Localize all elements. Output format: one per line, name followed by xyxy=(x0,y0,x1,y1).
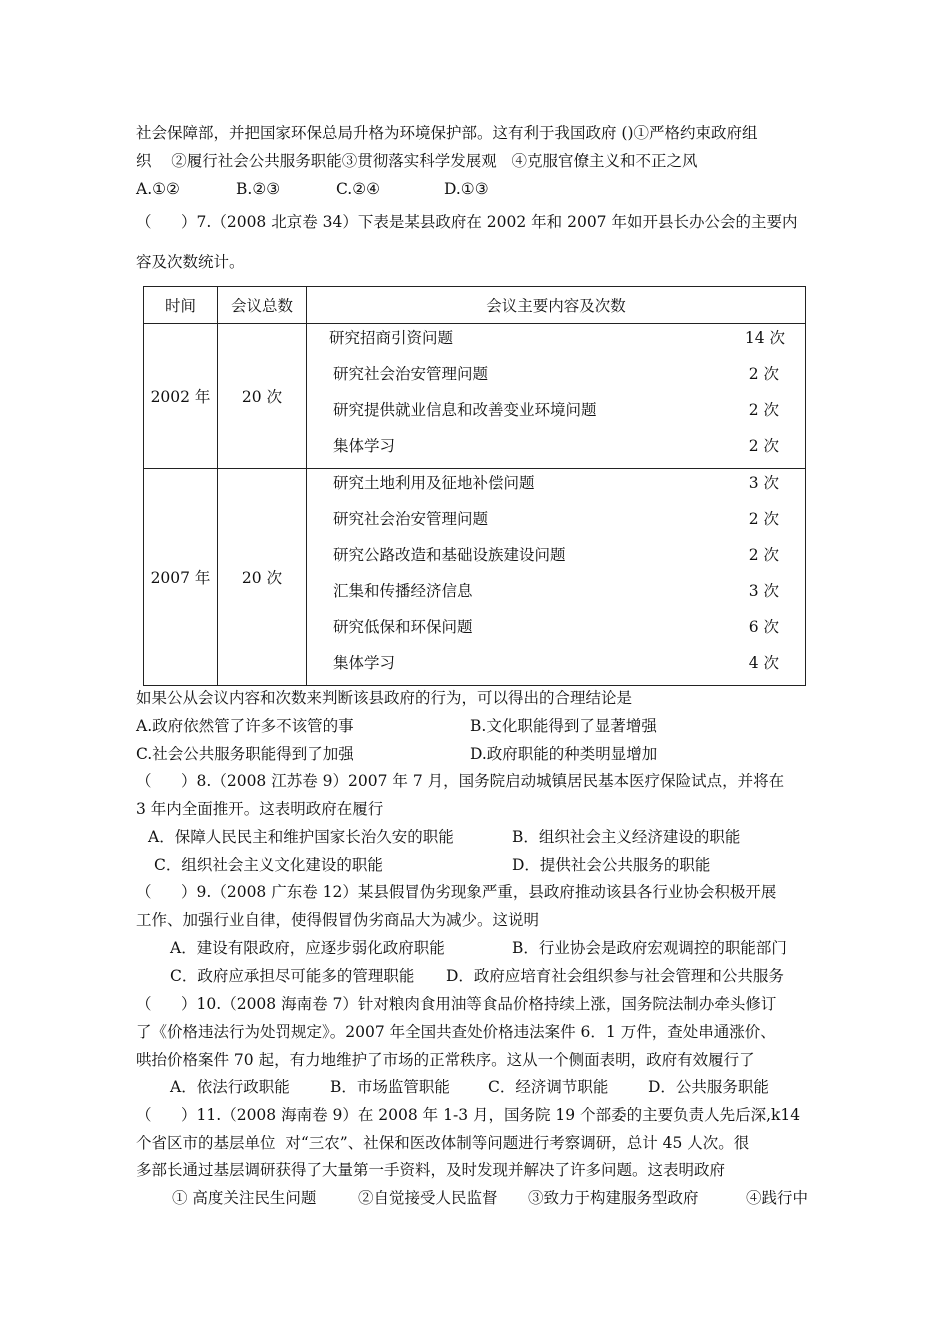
q8-option-a: A．保障人民民主和维护国家长治久安的职能 xyxy=(148,828,454,846)
intro-option-d: D.①③ xyxy=(444,180,489,198)
intro-option-b: B.②③ xyxy=(236,180,281,198)
item-topic: 研究低保和环保问题 xyxy=(333,618,473,636)
item-count: 2 次 xyxy=(748,365,779,383)
q7-option-a: A.政府依然管了许多不该管的事 xyxy=(136,717,354,735)
q10-option-a: A．依法行政职能 xyxy=(170,1078,290,1096)
q9-option-a: A．建设有限政府，应逐步弱化政府职能 xyxy=(170,939,445,957)
list-item xyxy=(307,328,805,348)
q9-line-2: 工作、加强行业自律，使得假冒伪劣商品大为减少。这说明 xyxy=(136,911,540,929)
item-count: 2 次 xyxy=(748,546,779,564)
header-content: 会议主要内容及次数 xyxy=(307,287,806,324)
list-item xyxy=(307,581,805,601)
item-topic: 汇集和传播经济信息 xyxy=(333,582,473,600)
q10-line-2: 了《价格违法行为处罚规定》。2007 年全国共查处价格违法案件 6．1 万件，查处串通涨价、 xyxy=(136,1023,776,1041)
table-row-2007 xyxy=(144,469,806,686)
item-count: 4 次 xyxy=(748,654,779,672)
q11-line-3: 多部长通过基层调研获得了大量第一手资料，及时发现并解决了许多问题。这表明政府 xyxy=(136,1161,726,1179)
item-topic: 研究社会治安管理问题 xyxy=(333,510,489,528)
item-count: 3 次 xyxy=(748,582,779,600)
q9-option-c: C．政府应承担尽可能多的管理职能 xyxy=(170,967,415,985)
q7-line-1: （ ）7.（2008 北京卷 34）下表是某县政府在 2002 年和 2007 年如开县长办公会的主要内 xyxy=(136,213,798,231)
q7-line-2: 容及次数统计。 xyxy=(136,253,245,271)
q10-option-b: B．市场监管职能 xyxy=(330,1078,450,1096)
intro-line-1: 社会保障部，并把国家环保总局升格为环境保护部。这有利于我国政府 ()①严格约束政府组 xyxy=(136,124,758,142)
q11-line-1: （ ）11.（2008 海南卷 9）在 2008 年 1-3 月，国务院 19 个部委的主要负责人先后深,k14 xyxy=(136,1106,801,1124)
q8-line-2: 3 年内全面推开。这表明政府在履行 xyxy=(136,800,384,818)
q8-option-b: B．组织社会主义经济建设的职能 xyxy=(512,828,741,846)
list-item xyxy=(307,400,805,420)
item-topic: 研究公路改造和基础设族建设问题 xyxy=(333,546,566,564)
total-cell: 20 次 xyxy=(218,324,307,469)
q8-option-d: D．提供社会公共服务的职能 xyxy=(512,856,711,874)
list-item xyxy=(307,436,805,456)
list-item xyxy=(307,653,805,673)
q11-line-2: 个省区市的基层单位 对“三农”、社保和医改体制等问题进行考察调研，总计 45 人次。很 xyxy=(136,1134,750,1152)
q8-option-c: C．组织社会主义文化建设的职能 xyxy=(154,856,383,874)
list-item xyxy=(307,473,805,493)
item-count: 2 次 xyxy=(748,510,779,528)
item-topic: 研究提供就业信息和改善变业环境问题 xyxy=(333,401,597,419)
list-item xyxy=(307,545,805,565)
q9-line-1: （ ）9.（2008 广东卷 12）某县假冒伪劣现象严重，县政府推动该县各行业协会积极开展 xyxy=(136,883,777,901)
q7-option-c: C.社会公共服务职能得到了加强 xyxy=(136,745,354,763)
q10-line-1: （ ）10.（2008 海南卷 7）针对粮肉食用油等食品价格持续上涨，国务院法制办牵头修订 xyxy=(136,995,777,1013)
intro-line-2: 织 ②履行社会公共服务职能③贯彻落实科学发展观 ④克服官僚主义和不正之风 xyxy=(136,152,698,170)
item-count: 2 次 xyxy=(748,437,779,455)
item-topic: 研究土地利用及征地补偿问题 xyxy=(333,474,535,492)
item-topic: 研究招商引资问题 xyxy=(329,329,454,347)
item-topic: 集体学习 xyxy=(333,654,396,672)
header-time: 时间 xyxy=(144,287,218,324)
list-item xyxy=(307,364,805,384)
q9-option-b: B．行业协会是政府宏观调控的职能部门 xyxy=(512,939,787,957)
q11-option-4: ④践行中 xyxy=(746,1189,809,1207)
q10-option-d: D．公共服务职能 xyxy=(648,1078,769,1096)
q9-option-d: D．政府应培育社会组织参与社会管理和公共服务 xyxy=(446,967,784,985)
item-topic: 研究社会治安管理问题 xyxy=(333,365,489,383)
q10-option-c: C．经济调节职能 xyxy=(488,1078,609,1096)
list-item xyxy=(307,617,805,637)
header-total: 会议总数 xyxy=(218,287,307,324)
total-cell: 20 次 xyxy=(218,469,307,686)
table-row-2002 xyxy=(144,324,806,469)
item-count: 6 次 xyxy=(748,618,779,636)
q7-option-b: B.文化职能得到了显著增强 xyxy=(470,717,657,735)
list-item xyxy=(307,509,805,529)
item-count: 3 次 xyxy=(748,474,779,492)
table-header-row xyxy=(144,287,806,324)
intro-option-c: C.②④ xyxy=(336,180,381,198)
q10-line-3: 哄抬价格案件 70 起，有力地维护了市场的正常秩序。这从一个侧面表明，政府有效履行了 xyxy=(136,1051,755,1069)
year-cell: 2002 年 xyxy=(144,324,218,469)
meeting-table xyxy=(143,286,806,686)
q8-line-1: （ ）8.（2008 江苏卷 9）2007 年 7 月，国务院启动城镇居民基本医疗保险试点，并将在 xyxy=(136,772,785,790)
q11-option-3: ③致力于构建服务型政府 xyxy=(528,1189,699,1207)
items-cell xyxy=(307,469,806,686)
intro-option-a: A.①② xyxy=(136,180,180,198)
item-count: 2 次 xyxy=(748,401,779,419)
item-topic: 集体学习 xyxy=(333,437,396,455)
items-cell xyxy=(307,324,806,469)
q7-option-d: D.政府职能的种类明显增加 xyxy=(470,745,658,763)
item-count: 14 次 xyxy=(744,329,785,347)
q11-option-2: ②自觉接受人民监督 xyxy=(358,1189,498,1207)
year-cell: 2007 年 xyxy=(144,469,218,686)
q11-option-1: ① 高度关注民生问题 xyxy=(172,1189,317,1207)
q7-stem: 如果公从会议内容和次数来判断该县政府的行为，可以得出的合理结论是 xyxy=(136,689,633,707)
